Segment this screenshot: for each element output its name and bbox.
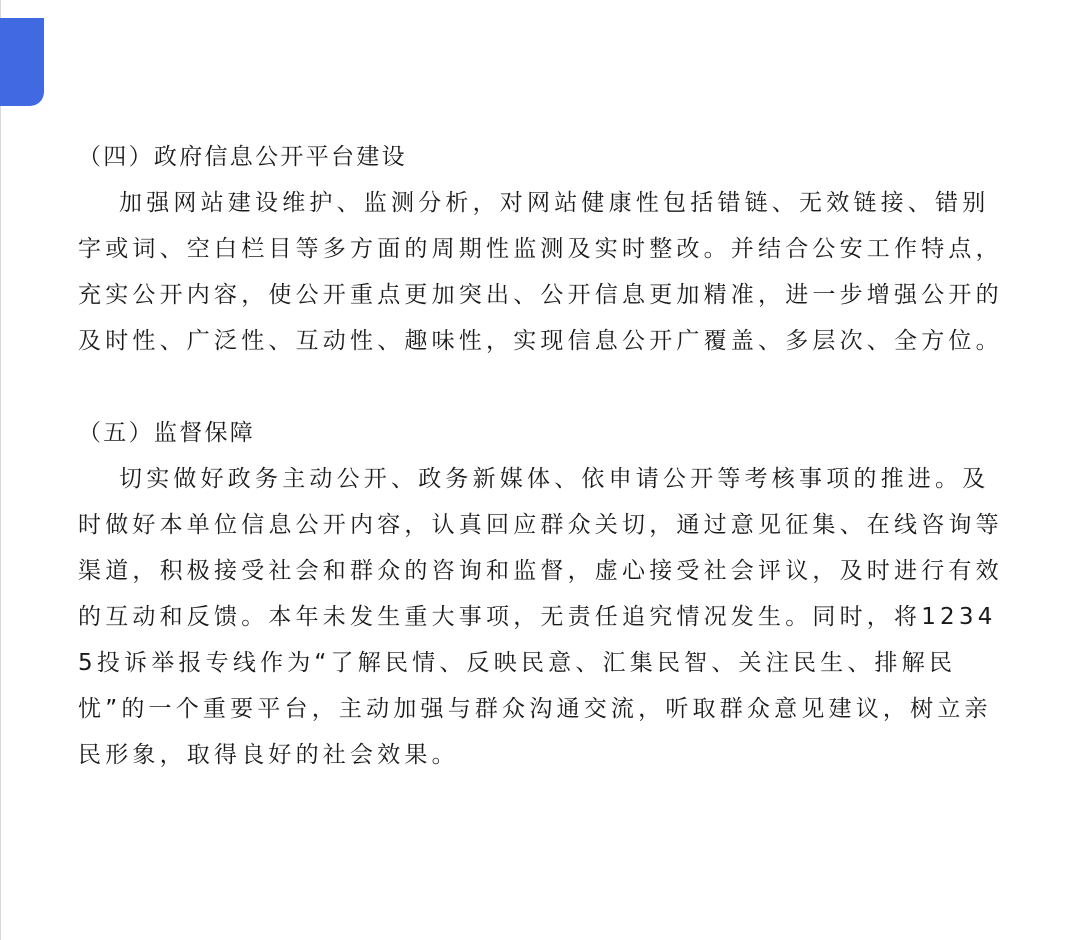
- section-heading: （五）监督保障: [78, 420, 256, 446]
- section-paragraph: 加强网站建设维护、监测分析，对网站健康性包括错链、无效链接、错别字或词、空白栏目等多方面的周期性监测及实时整改。并结合公安工作特点，充实公开内容，使公开重点更加突出、公开信息更加精准，进一步增强公开的及时性、广泛性、互动性、趣味性，实现信息公开广覆盖、多层次、全方位。: [78, 190, 1003, 354]
- document-content: [78, 134, 1008, 778]
- section-supervision: [78, 410, 1008, 778]
- section-heading: （四）政府信息公开平台建设: [78, 144, 407, 170]
- section-paragraph: 切实做好政务主动公开、政务新媒体、依申请公开等考核事项的推进。及时做好本单位信息公开内容，认真回应群众关切，通过意见征集、在线咨询等渠道，积极接受社会和群众的咨询和监督，虚心接受社会评议，及时进行有效的互动和反馈。本年未发生重大事项，无责任追究情况发生。同时，将12345投诉举报专线作为“了解民情、反映民意、汇集民智、关注民生、排解民忧”的一个重要平台，主动加强与群众沟通交流，听取群众意见建议，树立亲民形象，取得良好的社会效果。: [78, 466, 1003, 768]
- section-platform-construction: [78, 134, 1008, 364]
- page-left-border: [0, 0, 1, 940]
- corner-accent-tab: [0, 18, 44, 106]
